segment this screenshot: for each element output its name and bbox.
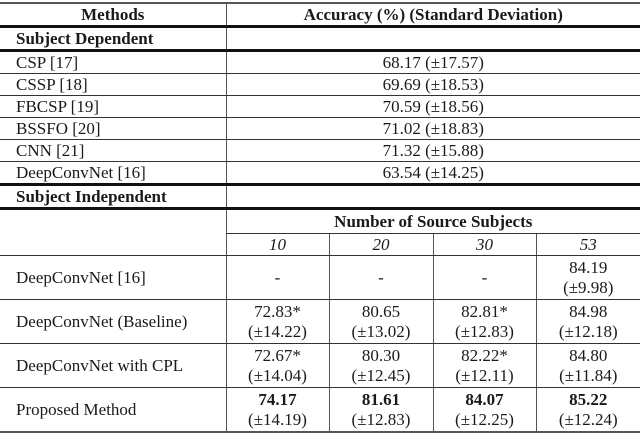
method-name: DeepConvNet with CPL xyxy=(0,344,226,388)
accuracy-value: 70.59 (±18.56) xyxy=(226,96,640,118)
method-name: Proposed Method xyxy=(0,388,226,433)
sd-value: (±12.11) xyxy=(455,365,514,385)
result-cell xyxy=(226,256,329,300)
accuracy-value: 71.02 (±18.83) xyxy=(226,118,640,140)
result-cell xyxy=(433,256,536,300)
group-header: Number of Source Subjects xyxy=(226,209,640,234)
section-label: Subject Independent xyxy=(0,185,226,209)
section-row-subject-independent xyxy=(0,185,640,209)
result-cell xyxy=(433,300,536,344)
mean-value: 82.22* xyxy=(461,345,508,365)
mean-value: - xyxy=(481,267,488,287)
accuracy-value: 71.32 (±15.88) xyxy=(226,140,640,162)
methods-header: Methods xyxy=(0,3,226,27)
sd-value: (±12.18) xyxy=(558,321,618,341)
column-header: 30 xyxy=(433,234,536,256)
sd-value: (±12.24) xyxy=(558,409,618,429)
sd-value: (±13.02) xyxy=(351,321,411,341)
table-row xyxy=(0,256,640,300)
result-cell xyxy=(329,344,433,388)
mean-value: - xyxy=(378,267,384,287)
column-header: 10 xyxy=(226,234,329,256)
accuracy-value: 63.54 (±14.25) xyxy=(226,162,640,185)
mean-value-best: 84.07 xyxy=(465,389,504,409)
sd-value: (±14.04) xyxy=(248,365,307,385)
mean-value: 72.83* xyxy=(254,301,301,321)
accuracy-value: 68.17 (±17.57) xyxy=(226,51,640,74)
result-cell xyxy=(433,344,536,388)
group-header-row xyxy=(0,209,640,234)
table-row xyxy=(0,51,640,74)
header-row xyxy=(0,3,640,27)
result-cell xyxy=(226,300,329,344)
result-cell xyxy=(536,344,640,388)
table-row-proposed xyxy=(0,388,640,433)
accuracy-value: 69.69 (±18.53) xyxy=(226,74,640,96)
section-label: Subject Dependent xyxy=(0,27,226,51)
table-row xyxy=(0,162,640,185)
column-header: 20 xyxy=(329,234,433,256)
table-row xyxy=(0,118,640,140)
sd-value: (±12.45) xyxy=(351,365,411,385)
method-name: FBCSP [19] xyxy=(0,96,226,118)
method-name: DeepConvNet [16] xyxy=(0,162,226,185)
method-name: DeepConvNet (Baseline) xyxy=(0,300,226,344)
mean-value: 84.19 xyxy=(569,257,608,277)
table-row xyxy=(0,74,640,96)
sd-value: (±14.19) xyxy=(248,409,307,429)
section-row-subject-dependent xyxy=(0,27,640,51)
mean-value: 82.81* xyxy=(461,301,508,321)
result-cell xyxy=(226,344,329,388)
result-cell xyxy=(536,256,640,300)
method-name: CNN [21] xyxy=(0,140,226,162)
mean-value-best: 81.61 xyxy=(361,389,401,409)
sd-value: (±9.98) xyxy=(563,277,614,297)
mean-value: 84.80 xyxy=(569,345,608,365)
table-row xyxy=(0,96,640,118)
mean-value-best: 85.22 xyxy=(569,389,608,409)
result-cell xyxy=(536,300,640,344)
result-cell xyxy=(536,388,640,433)
mean-value: - xyxy=(274,267,281,287)
result-cell xyxy=(329,256,433,300)
mean-value: 80.65 xyxy=(361,301,401,321)
table-row xyxy=(0,140,640,162)
mean-value: 84.98 xyxy=(569,301,608,321)
sd-value: (±12.83) xyxy=(351,409,411,429)
result-cell xyxy=(226,388,329,433)
sd-value: (±14.22) xyxy=(248,321,307,341)
mean-value-best: 74.17 xyxy=(258,389,297,409)
table-row xyxy=(0,344,640,388)
method-name: CSP [17] xyxy=(0,51,226,74)
sd-value: (±11.84) xyxy=(559,365,618,385)
column-header: 53 xyxy=(536,234,640,256)
result-cell xyxy=(329,300,433,344)
sd-value: (±12.83) xyxy=(455,321,514,341)
accuracy-header: Accuracy (%) (Standard Deviation) xyxy=(226,3,640,27)
table-row xyxy=(0,300,640,344)
sd-value: (±12.25) xyxy=(455,409,514,429)
result-cell xyxy=(329,388,433,433)
mean-value: 80.30 xyxy=(361,345,401,365)
mean-value: 72.67* xyxy=(254,345,301,365)
method-name: BSSFO [20] xyxy=(0,118,226,140)
method-name: CSSP [18] xyxy=(0,74,226,96)
results-table xyxy=(0,2,640,433)
method-name: DeepConvNet [16] xyxy=(0,256,226,300)
result-cell xyxy=(433,388,536,433)
